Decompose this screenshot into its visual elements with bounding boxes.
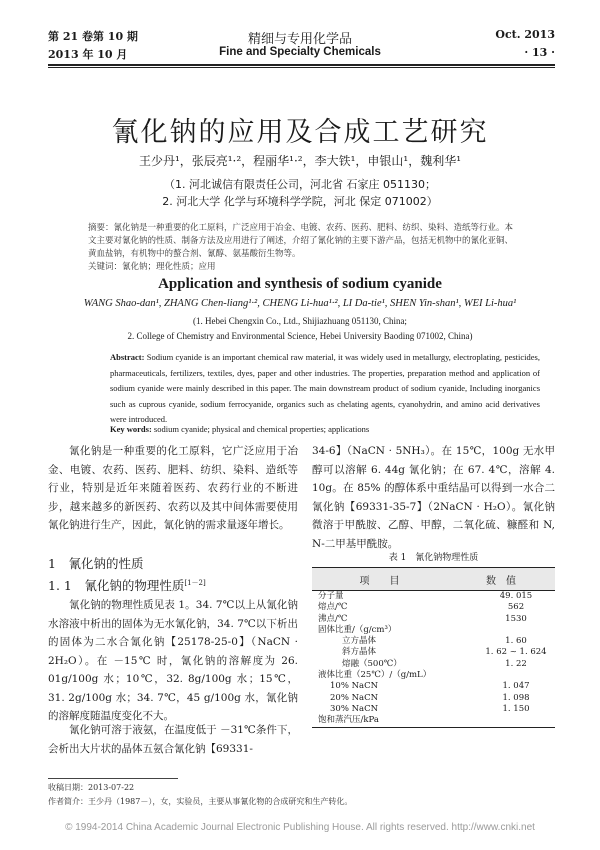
table-col-value: 数 值 [486,575,516,587]
table-cell-label: 饱和蒸汽压/kPa [318,715,379,726]
table-cell-label: 熔点/℃ [318,602,348,613]
keywords-en [110,424,369,434]
abstract-en-text: Sodium cyanide is an important chemical raw material, it was widely used in metallurgy, electroplating, pesticides, pharmaceuticals, fertilizers, textiles, dyes, paper and other industries. The properties, preparation method and application of sodium cyanide were mainly described in this paper. The main downstream product of sodium cyanide, Including inorganics such as cuprous cyanide, sodium ferrocyanide, organics such as chelating agents, cyanohydrin, and amino acid derivatives were introduced. [110,352,540,424]
table-row [312,681,555,692]
affiliation-cn-1: （1. 河北诚信有限责任公司，河北省 石家庄 051130； [164,178,436,191]
table-row [312,614,555,625]
abstract-en [110,350,540,428]
table-cell-label: 分子量 [318,591,344,601]
table-cell-label: 立方晶体 [342,636,377,647]
table-cell-label: 固体比重/（g/cm³） [318,624,397,635]
header-rule-thin [48,67,555,68]
intro-paragraph: 氰化钠是一种重要的化工原料，它广泛应用于冶金、电镀、农药、医药、肥料、纺织、染料、造纸等行业，特别是近年来随着医药、农药行业的不断进步，越来越多的新医药、农药以及其中间体需要使用氰化钠进行生产，因此，氰化钠的需求量逐年增长。 [48,445,298,531]
table-body [312,591,555,728]
section-1-1-ref: [1－2] [184,578,206,587]
keywords-en-text: sodium cyanide; physical and chemical properties; applications [151,424,370,434]
keywords-en-label: Key words: [110,424,152,434]
table-row [312,715,555,727]
section-1-1-heading [48,576,206,594]
journal-name-cn: 精细与专用化学品 [247,32,352,47]
affiliation-en-2: 2. College of Chemistry and Environmental Science, Hebei University Baoding 071002, China) [127,331,473,341]
table-cell-value: 1. 22 [505,658,527,669]
properties-table [312,567,555,728]
table-cell-value: 49. 015 [499,591,533,601]
table-cell-label: 液体比重（25℃）/（g/mL） [318,670,432,681]
header-month: Oct. 2013 [495,28,555,41]
table-row [312,602,555,613]
received-date: 收稿日期：2013-07-22 [48,783,135,792]
table-cell-value: 562 [507,602,525,613]
section-1-1-title: 1. 1 氰化钠的物理性质 [48,578,185,593]
section-1-heading: 1 氰化钠的性质 [48,556,144,571]
table-row [312,659,555,670]
article-title-en: Application and synthesis of sodium cyanide [158,276,442,292]
table-col-item: 项 目 [359,575,400,587]
abstract-cn [88,222,520,261]
table-caption: 表 1 氰化钠物理性质 [388,553,479,563]
journal-name-en: Fine and Specialty Chemicals [219,46,381,58]
table-row [312,704,555,715]
table-cell-label: 斜方晶体 [342,647,377,658]
table-row [312,647,555,658]
abstract-cn-text: 氰化钠是一种重要的化工原料，广泛应用于冶金、电镀、农药、医药、肥料、纺织、染料、造纸等行业。本文主要对氰化钠的性质、制备方法及应用进行了阐述，介绍了氰化钠的主要下游产品，包括无机物中的氰化亚铜、黄血盐钠，有机物中的螯合剂、氰醇、氨基酸衍生物等。 [88,223,514,259]
solubility-paragraph: 34-6】（NaCN · 5NH₃）。在 15℃，100g 无水甲醇可以溶解 6. 44g 氰化钠；在 67. 4℃，溶解 4. 10g。在 85% 的醇体系中重结晶可以得到一水合二氰化钠【69331-35-7】（2NaCN · H₂O）。氰化钠微溶于甲酰胺、乙醇、甲醇，二氧化硫、糠醛和 N, N-二甲基甲酰胺。 [312,445,555,550]
table-row [312,670,555,681]
copyright-footer: © 1994-2014 China Academic Journal Electronic Publishing House. All rights reserved. http://www.cnki.net [65,822,535,833]
abstract-en-label: Abstract: [110,352,145,362]
authors-en: WANG Shao-dan¹, ZHANG Chen-liang¹·², CHENG Li-hua¹·², LI Da-tie¹, SHEN Yin-shan¹, WEI Li-hua¹ [83,298,517,309]
table-cell-label: 30% NaCN [330,703,379,714]
authors-cn: 王少丹¹，张辰亮¹·²，程丽华¹·²，李大铁¹，申银山¹，魏利华¹ [138,154,462,168]
affiliation-en-1: (1. Hebei Chengxin Co., Ltd., Shijiazhuang 051130, China; [193,316,407,326]
header-date: 2013 年 10 月 [48,48,128,61]
table-cell-value: 1. 62 ~ 1. 624 [485,647,547,658]
table-row [312,636,555,647]
table-cell-label: 熔融（500℃） [342,658,402,669]
table-cell-value: 1. 047 [502,681,530,692]
table-cell-value: 1. 098 [502,692,530,703]
table-row [312,693,555,704]
table-cell-value [477,715,555,727]
table-cell-label: 沸点/℃ [318,613,348,624]
table-cell-value: 1. 60 [505,636,527,647]
footnote-rule [48,778,178,779]
header-volume-issue: 第 21 卷第 10 期 [48,30,138,43]
table-row [312,591,555,602]
header-rule [48,64,555,66]
page-number: · 13 · [524,46,555,59]
table-row [312,625,555,636]
table-cell-value: 1. 150 [502,703,530,714]
keywords-cn: 关键词：氰化钠；理化性质；应用 [88,262,216,272]
table-cell-value [477,625,555,636]
table-cell-value: 1530 [505,613,527,624]
article-title-cn: 氰化钠的应用及合成工艺研究 [111,117,489,148]
table-cell-value [477,670,555,681]
table-cell-label: 10% NaCN [330,681,379,692]
table-cell-label: 20% NaCN [330,692,379,703]
physical-properties-paragraph: 氰化钠的物理性质见表 1。34. 7℃以上从氰化钠水溶液中析出的固体为无水氰化钠，34. 7℃以下析出的固体为二水合氰化钠【25178-25-0】（NaCN · 2H₂O）。在 －15℃ 时，氰化钠的溶解度为 26. 01g/100g 水；10℃，32. 8g/100g 水；15℃，31. 2g/100g 水；34. 7℃，45 g/100g 水，氰化钠的溶解度随温度变化不大。 [48,599,298,722]
abstract-cn-label: 摘要： [88,223,114,233]
table-header-row [312,567,555,591]
affiliation-cn-2: 2. 河北大学 化学与环境科学学院，河北 保定 071002） [162,195,438,208]
author-bio: 作者简介：王少丹（1987－），女，实验员，主要从事氰化物的合成研究和生产转化。 [48,797,353,806]
liquid-ammonia-paragraph: 氰化钠可溶于液氨，在温度低于 －31℃条件下，会析出大片状的晶体五氨合氰化钠【69331- [48,724,298,755]
